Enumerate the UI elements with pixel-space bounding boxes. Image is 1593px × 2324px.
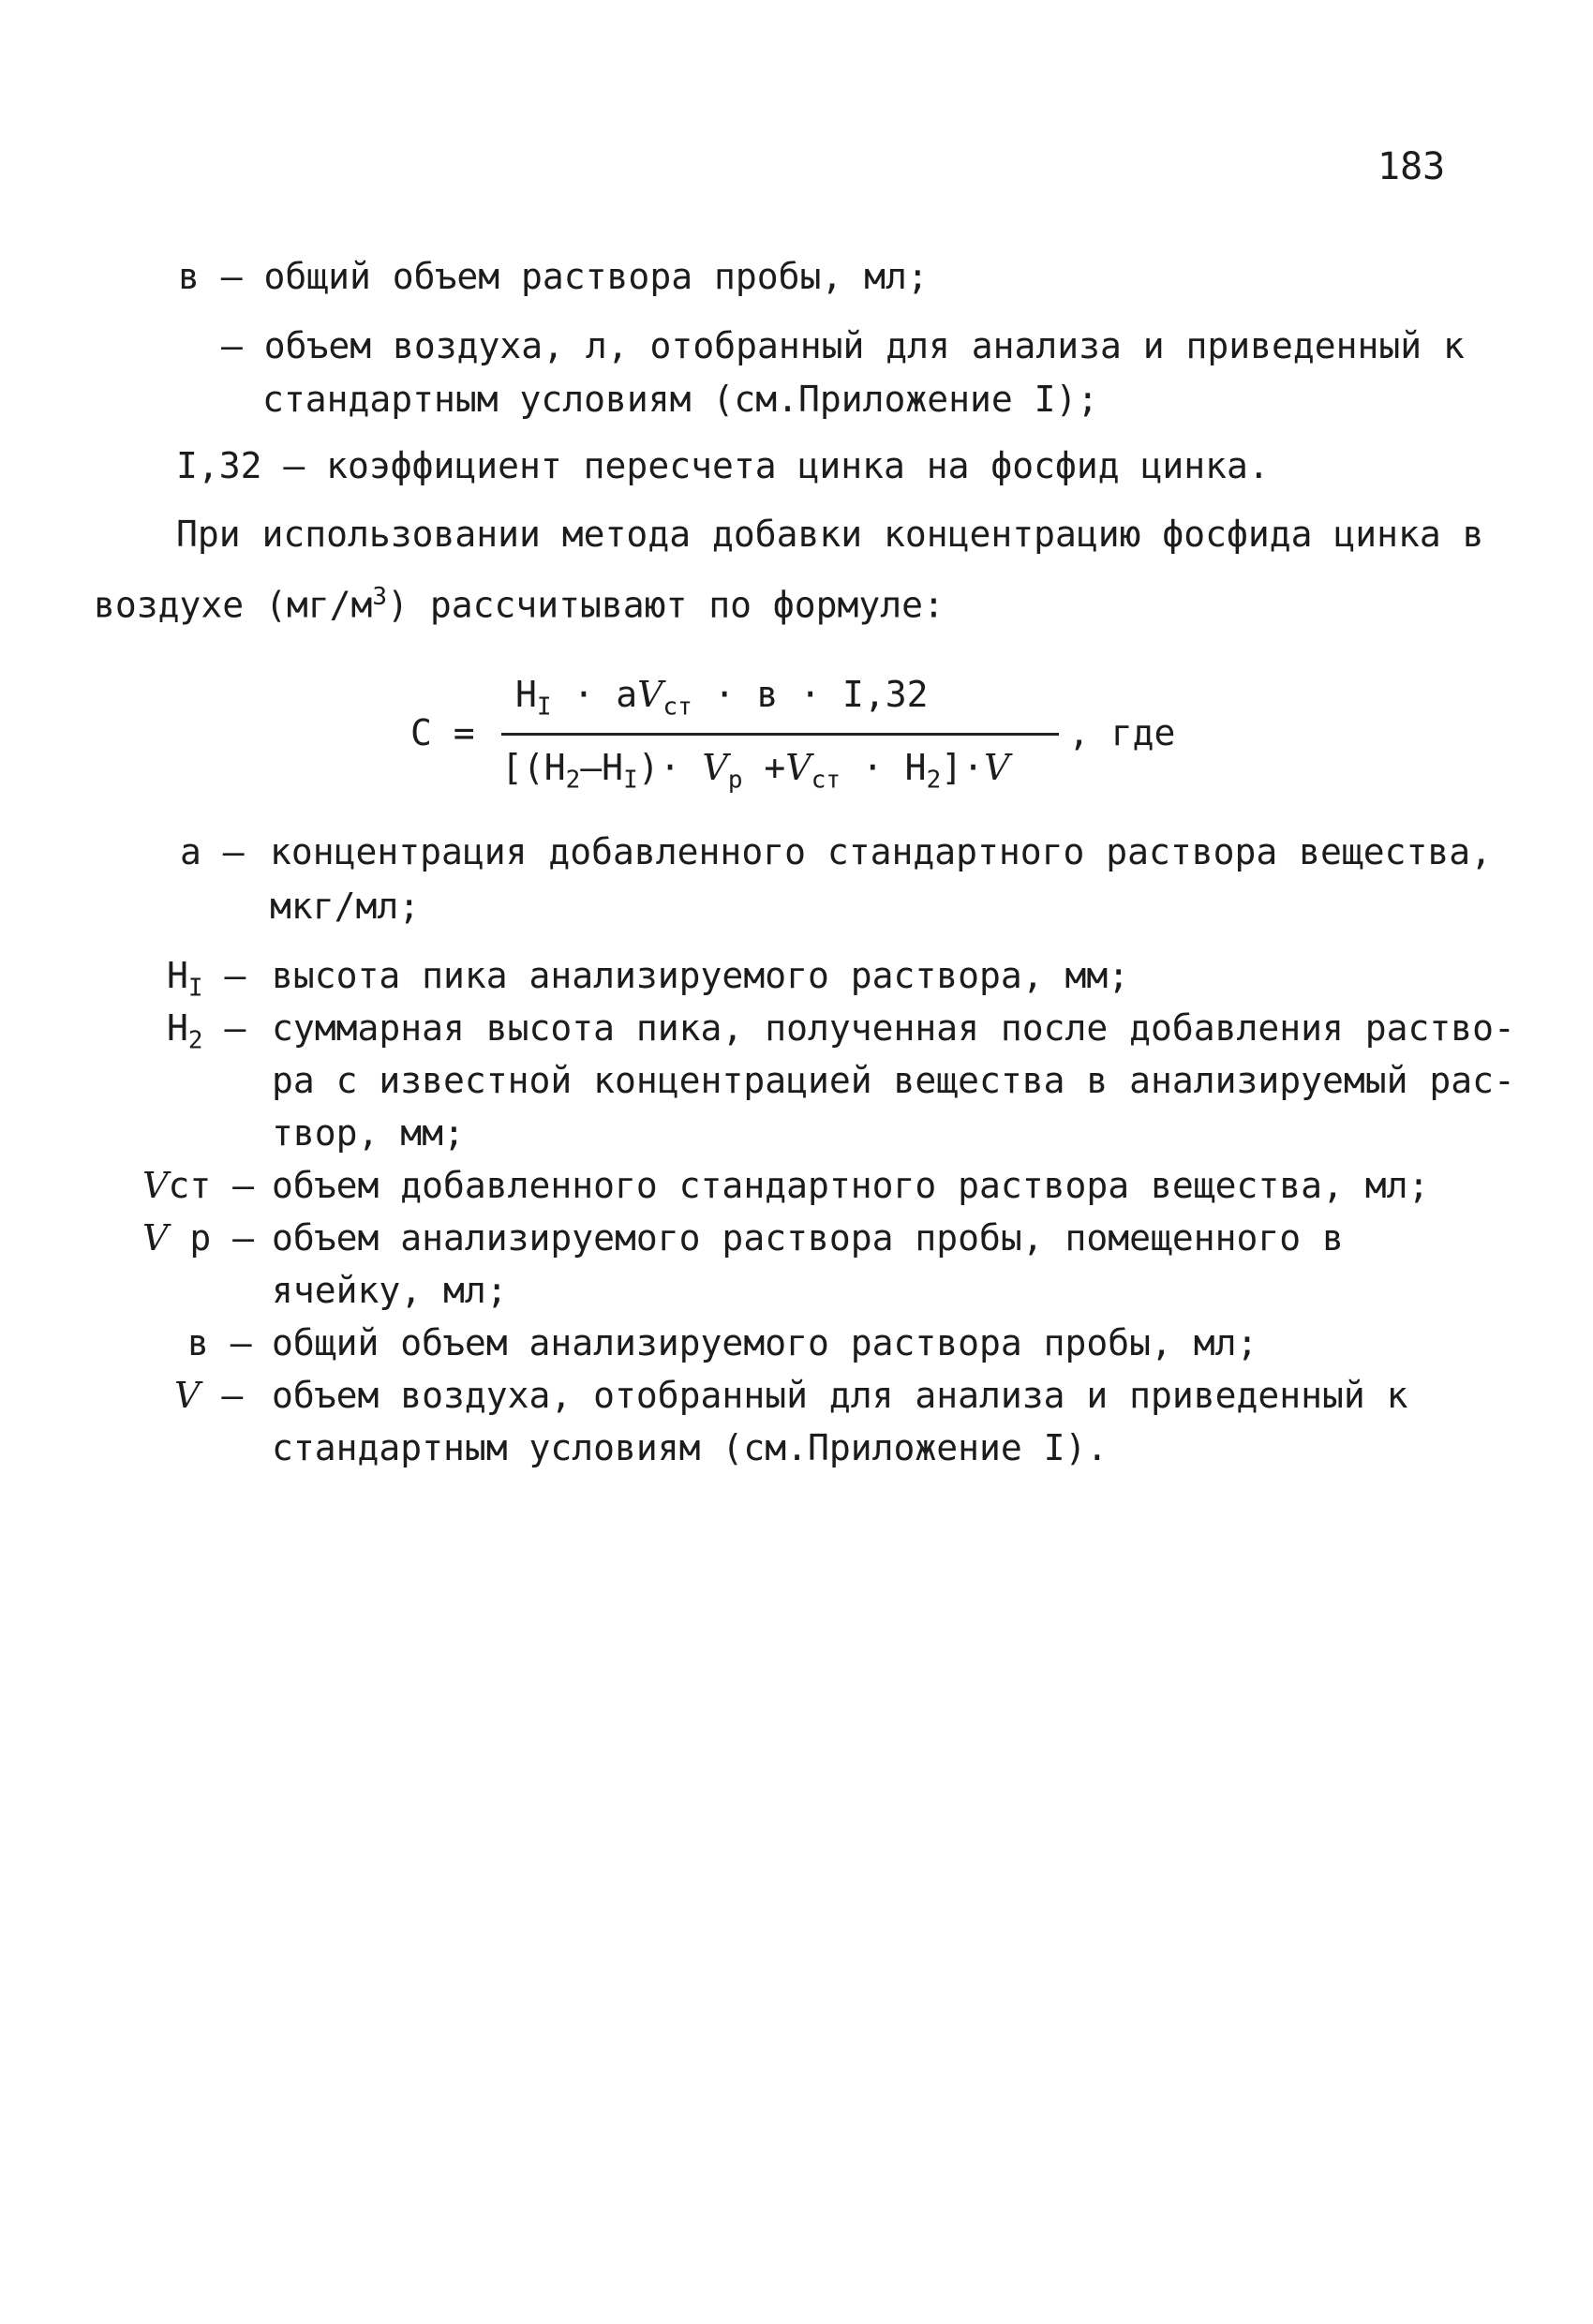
def-symbol: $Н_I$ – — [167, 955, 246, 1003]
text-line: стандартным условиям (см.Приложение I); — [262, 379, 1099, 420]
text-line: концентрация добавленного стандартного раствора вещества, — [270, 831, 1493, 872]
text-line: При использовании метода добавки концентрацию фосфида цинка в — [176, 514, 1484, 555]
text-line: объем анализируемого раствора пробы, помещенного в — [272, 1217, 1344, 1259]
text-line: суммарная высота пика, полученная после добавления раство- — [272, 1007, 1515, 1049]
text-line: воздухе $(мг/м^3)$ рассчитывают по формуле: — [94, 583, 945, 626]
formula-numerator: $Н_I \cdot аV_{ст} \cdot в \cdot I,32$ — [515, 674, 929, 722]
text-line: высота пика анализируемого раствора, мм; — [272, 955, 1130, 996]
page-number: 183 — [1377, 145, 1446, 188]
text-line: объем добавленного стандартного раствора вещества, мл; — [272, 1165, 1430, 1206]
text-line: мкг/мл; — [270, 886, 421, 927]
formula-denominator: $[(Н_2-Н_I)\cdot V_р +V_{ст} \cdot Н_2]\cdot V$ — [501, 747, 1010, 795]
def-symbol: V – — [174, 1375, 244, 1416]
text-line: ра с известной концентрацией вещества в анализируемый рас- — [272, 1060, 1515, 1101]
def-symbol: $Н_2$ – — [167, 1007, 246, 1055]
text-line: объем воздуха, отобранный для анализа и приведенный к — [272, 1375, 1408, 1416]
formula-where: , где — [1068, 712, 1176, 753]
def-symbol: V р – — [142, 1217, 254, 1259]
fraction-bar — [501, 733, 1059, 736]
formula-lhs: С = — [410, 712, 475, 753]
text-line: – объем воздуха, л, отобранный для анализа и приведенный к — [221, 325, 1465, 366]
text-line: I,32 – коэффициент пересчета цинка на фосфид цинка. — [176, 445, 1270, 486]
def-symbol: а – — [180, 831, 245, 872]
text-line: в – общий объем раствора пробы, мл; — [178, 256, 929, 297]
def-symbol: Vст – — [142, 1165, 254, 1206]
text-line: твор, мм; — [272, 1112, 465, 1154]
text-line: ячейку, мл; — [272, 1270, 508, 1311]
text-line: стандартным условиям (см.Приложение I). — [272, 1427, 1109, 1468]
text-line: общий объем анализируемого раствора пробы, мл; — [272, 1322, 1258, 1363]
def-symbol: в – — [187, 1322, 252, 1363]
